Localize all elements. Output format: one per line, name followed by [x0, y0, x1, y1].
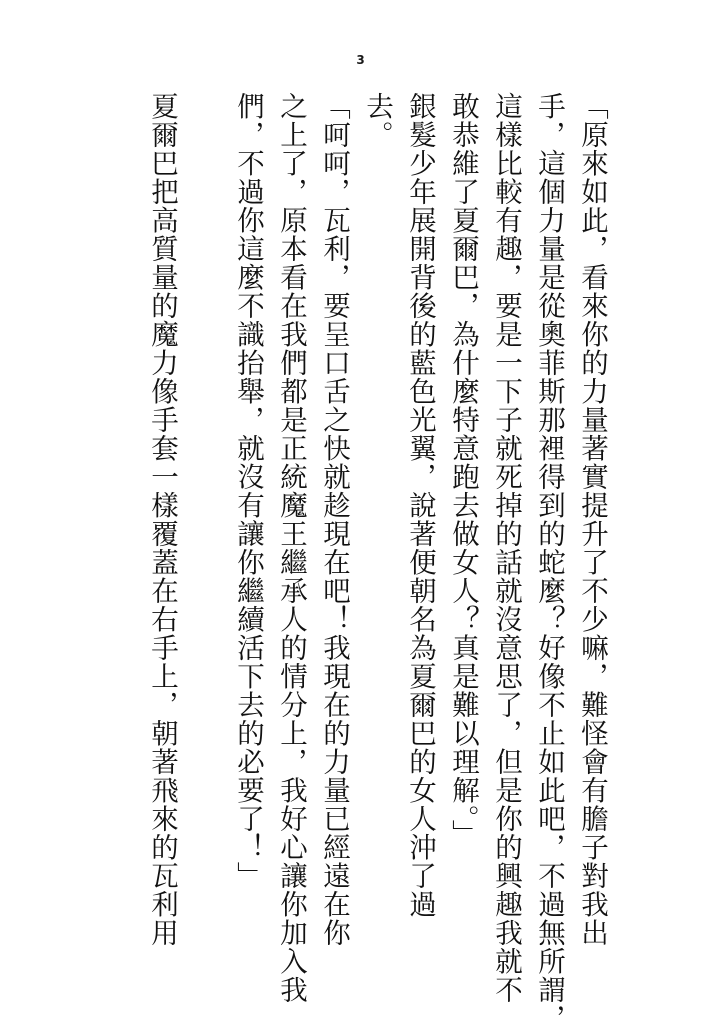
text-column-2: 手，這個力量是從奧菲斯那裡得到的蛇麼？好像不止如此吧，不過無所謂， — [533, 92, 565, 1033]
text-column-4: 敢恭維了夏爾巴，為什麼特意跑去做女人？真是難以理解。」 — [447, 92, 479, 848]
text-column-5: 銀髮少年展開背後的藍色光翼，說著便朝名為夏爾巴的女人沖了過 — [404, 92, 436, 919]
text-column-10: 夏爾巴把高質量的魔力像手套一樣覆蓋在右手上，朝著飛來的瓦利用 — [146, 92, 178, 947]
text-column-1: 「原來如此，看來你的力量著實提升了不少嘛，難怪會有膽子對我出 — [576, 92, 608, 947]
text-column-6: 去。 — [361, 92, 393, 149]
page-number: 3 — [356, 53, 365, 67]
text-column-8: 之上了，原本看在我們都是正統魔王繼承人的情分上，我好心讓你加入我 — [275, 92, 307, 1004]
text-column-9: 們，不過你這麼不識抬舉，就沒有讓你繼續活下去的必要了！」 — [232, 92, 264, 890]
text-column-7: 「呵呵，瓦利，要呈口舌之快就趁現在吧！我現在的力量已經遠在你 — [318, 92, 350, 947]
text-column-3: 這樣比較有趣，要是一下子就死掉的話就沒意思了，但是你的興趣我就不 — [490, 92, 522, 1004]
